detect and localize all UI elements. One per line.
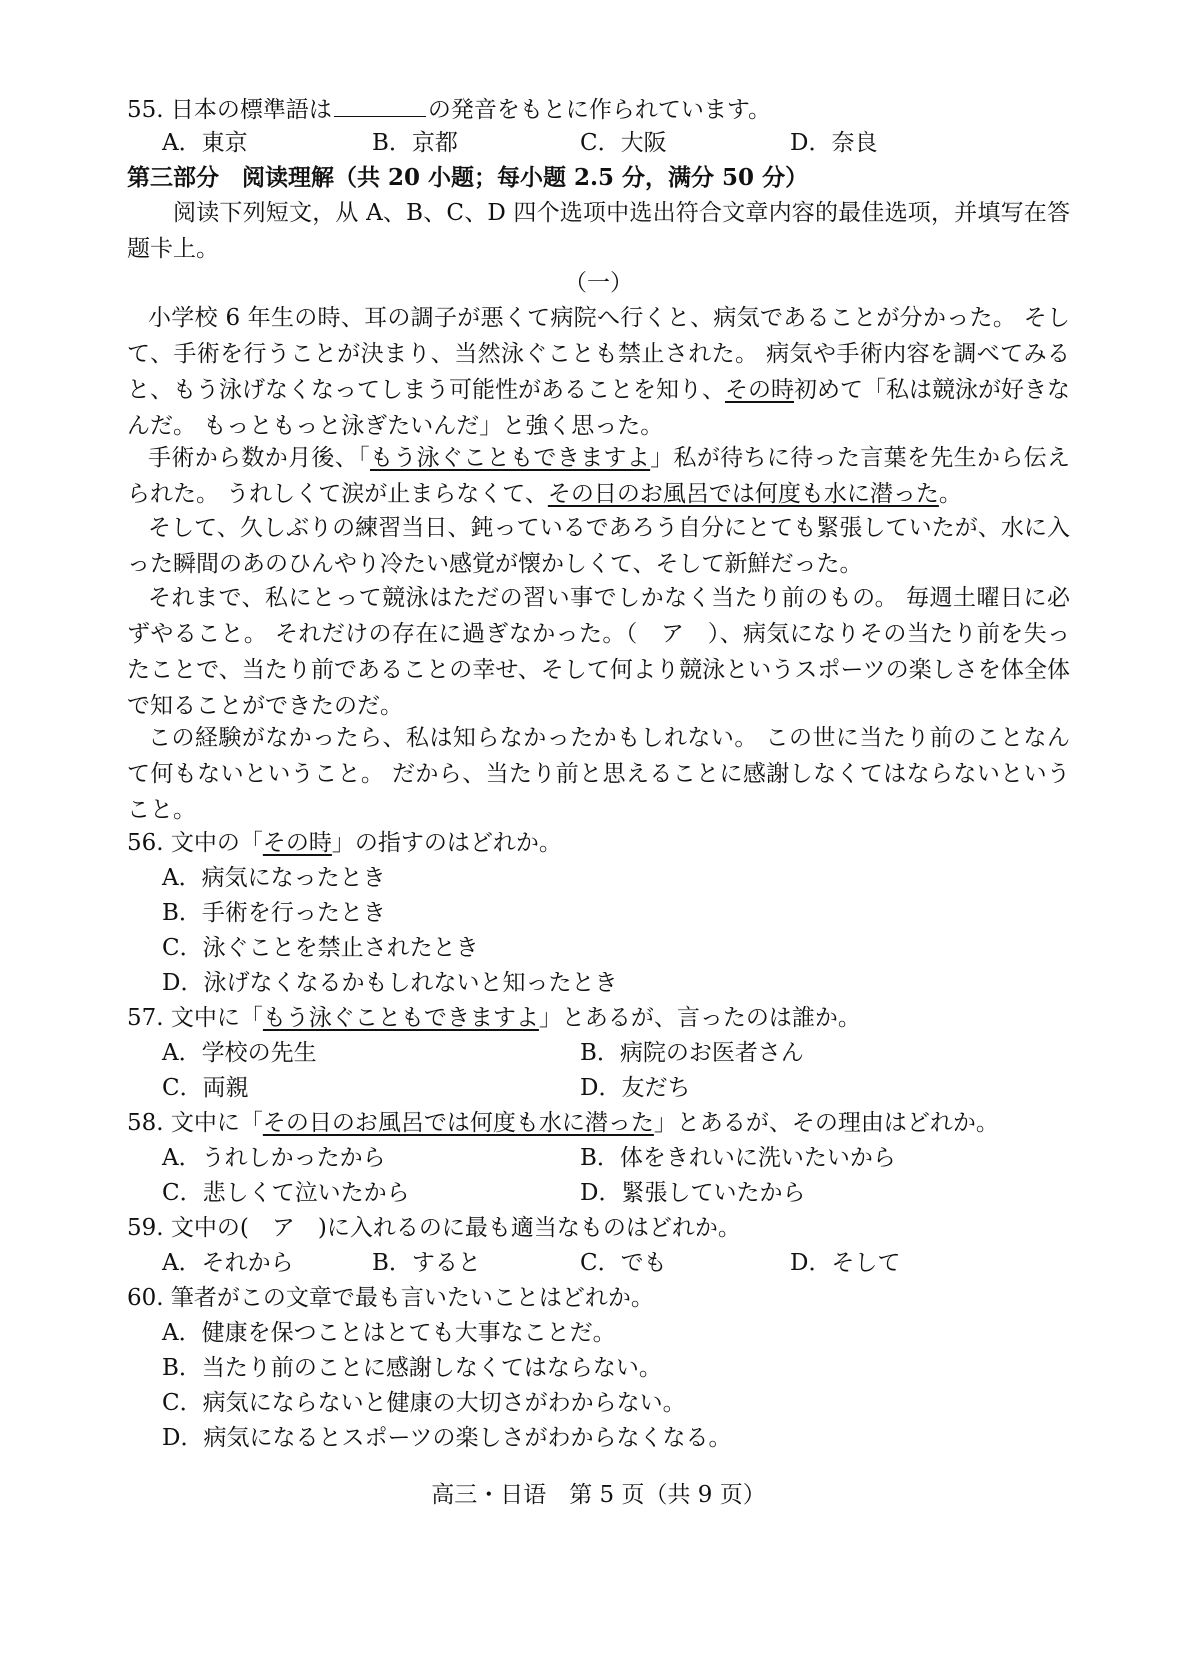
question-number: 55. [127,97,164,123]
underlined-phrase: その時 [725,377,794,403]
option-a: A．それから [162,1250,294,1276]
option-d: D．奈良 [790,130,878,156]
option-a: A．健康を保つことはとても大事なことだ。 [162,1320,616,1346]
option-c: C．大阪 [580,130,667,156]
passage-marker: （一） [564,270,633,296]
question-number: 60. [127,1285,164,1311]
option-b: B．体をきれいに洗いたいから [580,1145,896,1171]
question-58: 58. 文中に「その日のお風呂では何度も水に潜った」とあるが、その理由はどれか。 [127,1110,999,1136]
option-a: A．病気になったとき [162,865,386,891]
option-d: D．病気になるとスポーツの楽しさがわからなくなる。 [162,1425,732,1451]
passage-paragraph-2: 手術から数か月後、「もう泳ぐこともできますよ」私が待ちに待った言葉を先生から伝えられた。 うれしくて涙が止まらなくて、その日のお風呂では何度も水に潜った。 [127,445,1071,507]
passage-paragraph-1: 小学校 6 年生の時、耳の調子が悪くて病院へ行くと、病気であることが分かった。 そして、手術を行うことが決まり、当然泳ぐことも禁止された。 病気や手術内容を調べてみると、もう泳げなくなってしまう可能性があることを知り、その時初めて「私は競泳が好きなんだ。 もっともっと泳ぎたいんだ」と強く思った。 [127,305,1070,439]
question-number: 57. [127,1005,164,1031]
option-b: B．すると [372,1250,481,1276]
option-b: B．当たり前のことに感謝しなくてはならない。 [162,1355,662,1381]
option-a: A．学校の先生 [162,1040,317,1066]
question-number: 59. [127,1215,164,1241]
passage-paragraph-5: この経験がなかったら、私は知らなかったかもしれない。 この世に当たり前のことなんて何もないということ。 だから、当たり前と思えることに感謝しなくてはならないということ。 [127,725,1070,823]
passage-paragraph-4: それまで、私にとって競泳はただの習い事でしかなく当たり前のもの。 毎週土曜日に必ずやること。 それだけの存在に過ぎなかった。（ ア ）、病気になりその当たり前を失ったことで、当たり前であることの幸せ、そして何より競泳というスポーツの楽しさを体全体で知ることができたのだ。 [127,585,1070,719]
question-60: 60. 筆者がこの文章で最も言いたいことはどれか。 [127,1285,654,1311]
passage-paragraph-3: そして、久しぶりの練習当日、鈍っているであろう自分にとても緊張していたが、水に入った瞬間のあのひんやり冷たい感覚が懐かしくて、そして新鮮だった。 [127,515,1070,577]
option-d: D．緊張していたから [580,1180,806,1206]
question-56: 56. 文中の「その時」の指すのはどれか。 [127,830,562,856]
underlined-phrase: もう泳ぐこともできますよ [369,445,651,471]
option-c: C．でも [580,1250,667,1276]
section-heading: 第三部分 阅读理解（共 20 小题；每小题 2.5 分，满分 50 分） [127,164,809,191]
option-b: B．手術を行ったとき [162,900,386,926]
section-instruction: 阅读下列短文，从 A、B、C、D 四个选项中选出符合文章内容的最佳选项，并填写在答题卡上。 [127,200,1070,262]
option-d: D．そして [790,1250,901,1276]
option-a: A．うれしかったから [162,1145,386,1171]
question-number: 56. [127,830,164,856]
option-c: C．悲しくて泣いたから [162,1180,410,1206]
option-d: D．友だち [580,1075,691,1101]
option-b: B．病院のお医者さん [580,1040,804,1066]
underlined-phrase: その時 [262,830,332,856]
question-text-pre: 日本の標準語は [170,97,332,123]
underlined-phrase: もう泳ぐこともできますよ [262,1005,539,1031]
underlined-phrase: その日のお風呂では何度も水に潜った [547,481,939,507]
option-d: D．泳げなくなるかもしれないと知ったとき [162,970,618,996]
option-c: C．泳ぐことを禁止されたとき [162,935,479,961]
option-a: A．東京 [162,130,248,156]
option-c: C．病気にならないと健康の大切さがわからない。 [162,1390,686,1416]
answer-blank [334,90,426,117]
question-55 [127,90,1070,128]
question-number: 58. [127,1110,164,1136]
question-57: 57. 文中に「もう泳ぐこともできますよ」とあるが、言ったのは誰か。 [127,1005,861,1031]
option-b: B．京都 [372,130,458,156]
underlined-phrase: その日のお風呂では何度も水に潜った [262,1110,654,1136]
page-footer: 高三・日语 第 5 页（共 9 页） [431,1482,766,1508]
question-text-post: の発音をもとに作られています。 [427,97,772,123]
option-c: C．両親 [162,1075,249,1101]
question-59: 59. 文中の( ア )に入れるのに最も適当なものはどれか。 [127,1215,741,1241]
